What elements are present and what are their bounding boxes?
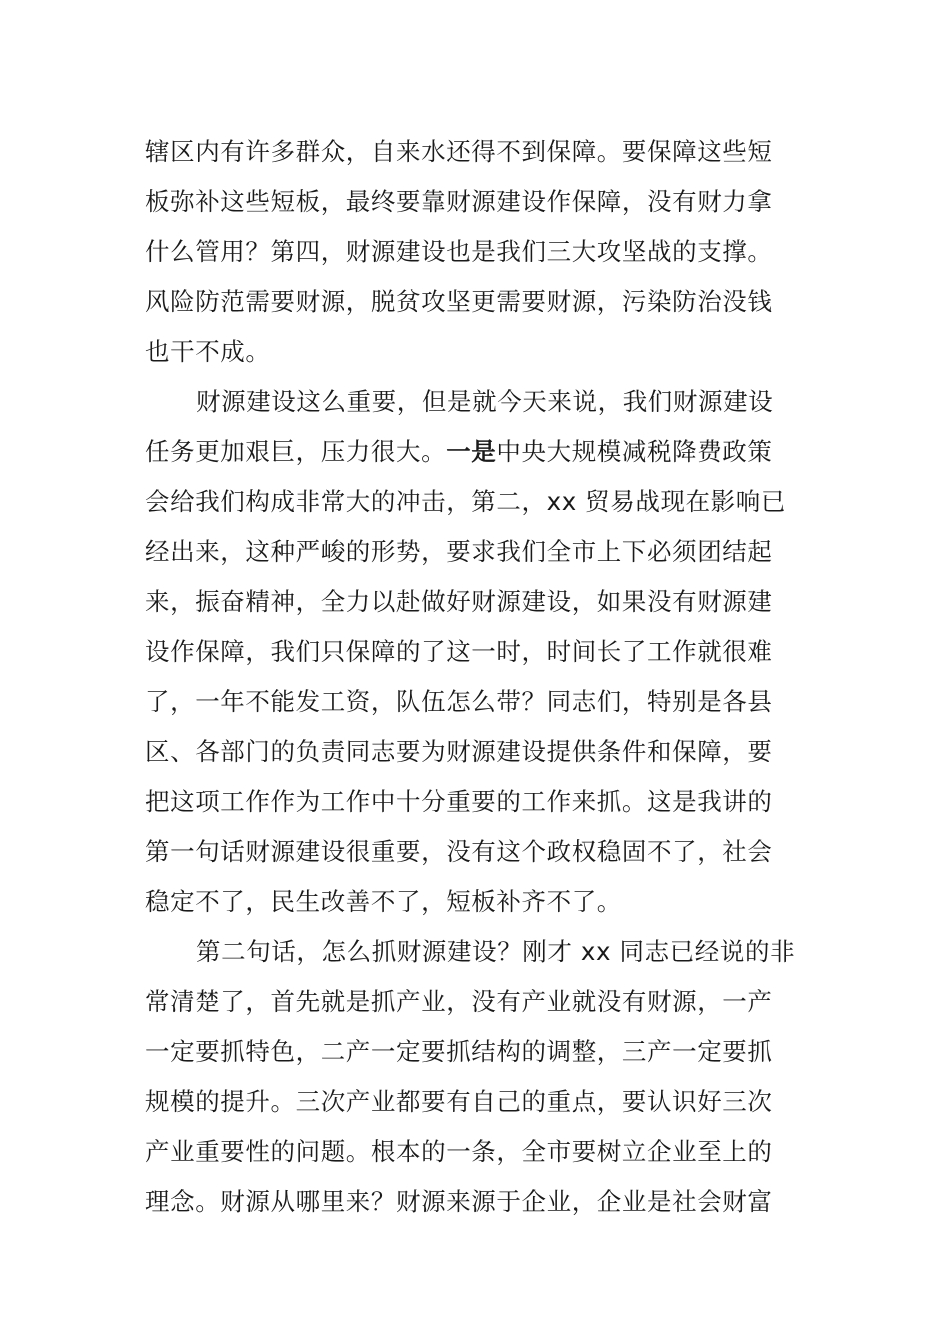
text-line-mixed: [145, 427, 805, 477]
text-line: 经出来，这种严峻的形势，要求我们全市上下必须团结起: [145, 537, 773, 566]
bold-emphasis: 一是: [446, 437, 497, 466]
paragraph-start-line: 财源建设这么重要，但是就今天来说，我们财源建设: [196, 387, 774, 416]
text-line: 常清楚了，首先就是抓产业，没有产业就没有财源，一产: [145, 987, 773, 1016]
text-line: 稳定不了，民生改善不了，短板补齐不了。: [145, 887, 622, 916]
text-line: 辖区内有许多群众，自来水还得不到保障。要保障这些短: [145, 137, 773, 166]
text-line: 第一句话财源建设很重要，没有这个政权稳固不了，社会: [145, 837, 773, 866]
text-line: 规模的提升。三次产业都要有自己的重点，要认识好三次: [145, 1087, 773, 1116]
text-line: 把这项工作作为工作中十分重要的工作来抓。这是我讲的: [145, 787, 773, 816]
paragraph-start-line: 第二句话，怎么抓财源建设？刚才 xx 同志已经说的非: [196, 937, 796, 966]
document-body: [145, 127, 805, 1227]
text-line: 什么管用？第四，财源建设也是我们三大攻坚战的支撑。: [145, 237, 773, 266]
text-line: 来，振奋精神，全力以赴做好财源建设，如果没有财源建: [145, 587, 773, 616]
text-line: 也干不成。: [145, 337, 271, 366]
text-line: 会给我们构成非常大的冲击，第二，xx 贸易战现在影响已: [145, 487, 786, 516]
text-line: 风险防范需要财源，脱贫攻坚更需要财源，污染防治没钱: [145, 287, 773, 316]
text-line: 设作保障，我们只保障的了这一时，时间长了工作就很难: [145, 637, 773, 666]
text-segment: 任务更加艰巨，压力很大。: [145, 437, 447, 466]
text-line: 区、各部门的负责同志要为财源建设提供条件和保障，要: [145, 737, 773, 766]
text-line: 了，一年不能发工资，队伍怎么带？同志们，特别是各县: [145, 687, 773, 716]
text-line: 产业重要性的问题。根本的一条，全市要树立企业至上的: [145, 1137, 773, 1166]
text-line: 理念。财源从哪里来？财源来源于企业，企业是社会财富: [145, 1187, 773, 1216]
text-line: 一定要抓特色，二产一定要抓结构的调整，三产一定要抓: [145, 1037, 773, 1066]
text-segment: 中央大规模减税降费政策: [496, 437, 773, 466]
text-line: 板弥补这些短板，最终要靠财源建设作保障，没有财力拿: [145, 187, 773, 216]
